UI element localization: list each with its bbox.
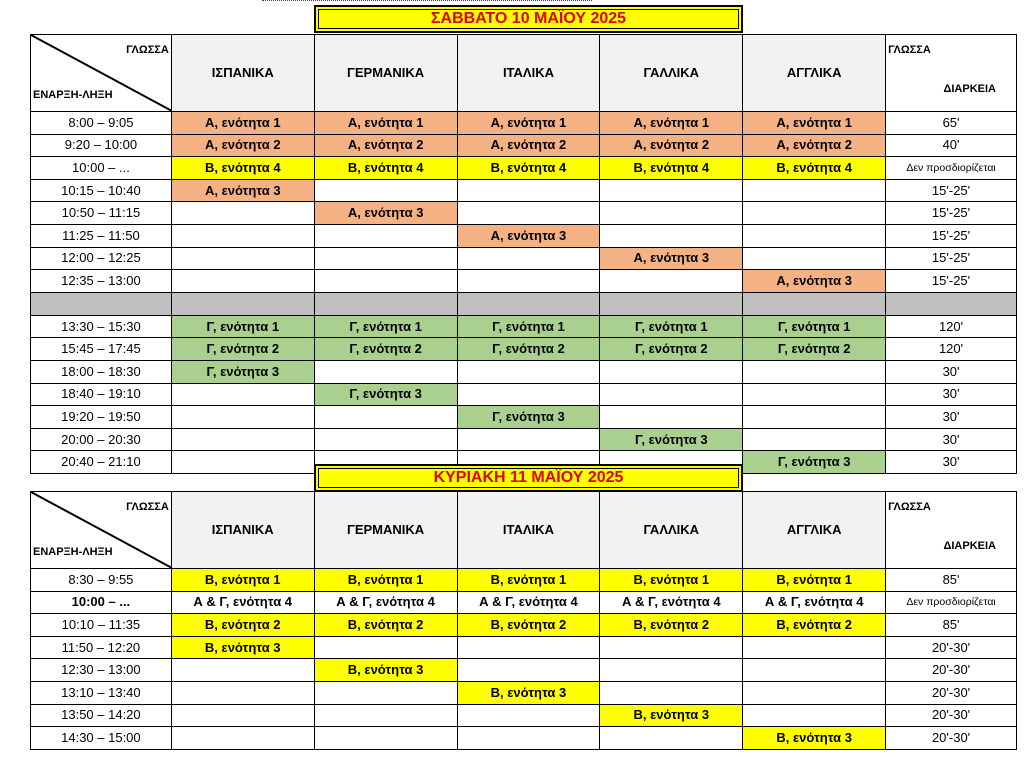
session-cell: Β, ενότητα 4 <box>743 157 886 180</box>
empty-cell <box>600 179 743 202</box>
duration-cell: 20'-30' <box>886 704 1017 727</box>
empty-cell <box>743 360 886 383</box>
language-header: ΙΣΠΑΝΙΚΑ <box>171 35 314 112</box>
language-header: ΙΤΑΛΙΚΑ <box>457 35 600 112</box>
corner-language-label: ΓΛΩΣΣΑ <box>126 44 169 56</box>
session-cell: Β, ενότητα 4 <box>171 157 314 180</box>
duration-cell: 15'-25' <box>886 247 1017 270</box>
session-cell: Β, ενότητα 1 <box>743 569 886 592</box>
session-cell: Α, ενότητα 3 <box>314 202 457 225</box>
session-cell: Α, ενότητα 2 <box>743 134 886 157</box>
session-cell: Β, ενότητα 2 <box>457 614 600 637</box>
empty-cell <box>457 202 600 225</box>
empty-cell <box>457 247 600 270</box>
empty-cell <box>171 727 314 750</box>
duration-cell: 20'-30' <box>886 727 1017 750</box>
time-slot: 18:00 – 18:30 <box>31 360 172 383</box>
empty-cell <box>743 383 886 406</box>
empty-cell <box>171 704 314 727</box>
session-cell: Γ, ενότητα 3 <box>600 428 743 451</box>
duration-header-language-label: ΓΛΩΣΣΑ <box>888 44 931 56</box>
empty-cell <box>314 406 457 429</box>
session-cell: Β, ενότητα 3 <box>171 636 314 659</box>
duration-cell: 30' <box>886 406 1017 429</box>
duration-cell: 30' <box>886 428 1017 451</box>
session-cell: Γ, ενότητα 3 <box>743 451 886 474</box>
language-header: ΙΣΠΑΝΙΚΑ <box>171 492 314 569</box>
session-cell: Γ, ενότητα 1 <box>743 315 886 338</box>
session-cell: Α, ενότητα 3 <box>171 179 314 202</box>
session-cell: Β, ενότητα 2 <box>600 614 743 637</box>
break-cell <box>457 292 600 315</box>
session-cell: Β, ενότητα 4 <box>600 157 743 180</box>
table-row <box>31 727 1017 750</box>
time-slot: 10:00 – ... <box>31 157 172 180</box>
empty-cell <box>314 704 457 727</box>
empty-cell <box>171 202 314 225</box>
empty-cell <box>171 428 314 451</box>
time-slot: 18:40 – 19:10 <box>31 383 172 406</box>
duration-cell: 20'-30' <box>886 636 1017 659</box>
language-header: ΑΓΓΛΙΚΑ <box>743 35 886 112</box>
session-cell: Α & Γ, ενότητα 4 <box>743 591 886 614</box>
session-cell: Α & Γ, ενότητα 4 <box>314 591 457 614</box>
empty-cell <box>171 383 314 406</box>
language-header: ΓΕΡΜΑΝΙΚΑ <box>314 492 457 569</box>
empty-cell <box>314 224 457 247</box>
break-cell <box>31 292 172 315</box>
session-cell: Α & Γ, ενότητα 4 <box>600 591 743 614</box>
table-row <box>31 428 1017 451</box>
day-title: ΣΑΒΒΑΤΟ 10 ΜΑΪΟΥ 2025 <box>314 5 743 33</box>
session-cell: Β, ενότητα 3 <box>457 681 600 704</box>
table-row <box>31 157 1017 180</box>
time-slot: 15:45 – 17:45 <box>31 338 172 361</box>
empty-cell <box>457 636 600 659</box>
empty-cell <box>171 681 314 704</box>
session-cell: Α, ενότητα 2 <box>457 134 600 157</box>
session-cell: Α, ενότητα 1 <box>171 112 314 135</box>
empty-cell <box>457 659 600 682</box>
session-cell: Β, ενότητα 2 <box>314 614 457 637</box>
header-row <box>31 35 1017 112</box>
time-slot: 19:20 – 19:50 <box>31 406 172 429</box>
duration-cell: 65' <box>886 112 1017 135</box>
empty-cell <box>600 360 743 383</box>
table-row <box>31 270 1017 293</box>
session-cell: Γ, ενότητα 2 <box>457 338 600 361</box>
session-cell: Β, ενότητα 1 <box>600 569 743 592</box>
empty-cell <box>314 727 457 750</box>
session-cell: Β, ενότητα 3 <box>743 727 886 750</box>
empty-cell <box>743 247 886 270</box>
session-cell: Β, ενότητα 3 <box>600 704 743 727</box>
lunch-break-row <box>31 292 1017 315</box>
duration-cell: 15'-25' <box>886 179 1017 202</box>
table-row <box>31 112 1017 135</box>
session-cell: Α & Γ, ενότητα 4 <box>457 591 600 614</box>
empty-cell <box>314 247 457 270</box>
empty-cell <box>600 383 743 406</box>
session-cell: Γ, ενότητα 3 <box>457 406 600 429</box>
time-slot: 14:30 – 15:00 <box>31 727 172 750</box>
duration-cell: 20'-30' <box>886 659 1017 682</box>
table-row <box>31 247 1017 270</box>
duration-cell: 15'-25' <box>886 224 1017 247</box>
empty-cell <box>171 451 314 474</box>
table-row <box>31 224 1017 247</box>
time-slot: 13:10 – 13:40 <box>31 681 172 704</box>
language-header: ΓΑΛΛΙΚΑ <box>600 35 743 112</box>
table-row <box>31 360 1017 383</box>
time-slot: 13:30 – 15:30 <box>31 315 172 338</box>
schedule-table <box>30 491 1017 750</box>
empty-cell <box>457 428 600 451</box>
duration-cell: 85' <box>886 569 1017 592</box>
table-row <box>31 704 1017 727</box>
time-slot: 8:30 – 9:55 <box>31 569 172 592</box>
language-header: ΓΑΛΛΙΚΑ <box>600 492 743 569</box>
session-cell: Α, ενότητα 3 <box>743 270 886 293</box>
duration-cell: 30' <box>886 383 1017 406</box>
schedule-table <box>30 34 1017 474</box>
empty-cell <box>171 659 314 682</box>
corner-time-label: ΕΝΑΡΞΗ-ΛΗΞΗ <box>33 546 113 558</box>
time-slot: 10:10 – 11:35 <box>31 614 172 637</box>
empty-cell <box>743 406 886 429</box>
session-cell: Β, ενότητα 2 <box>743 614 886 637</box>
time-slot: 10:50 – 11:15 <box>31 202 172 225</box>
table-row <box>31 134 1017 157</box>
empty-cell <box>171 247 314 270</box>
duration-cell: 120' <box>886 315 1017 338</box>
session-cell: Α, ενότητα 2 <box>600 134 743 157</box>
empty-cell <box>600 406 743 429</box>
time-slot: 12:35 – 13:00 <box>31 270 172 293</box>
corner-time-label: ΕΝΑΡΞΗ-ΛΗΞΗ <box>33 89 113 101</box>
session-cell: Γ, ενότητα 1 <box>457 315 600 338</box>
time-slot: 20:40 – 21:10 <box>31 451 172 474</box>
table-row <box>31 315 1017 338</box>
session-cell: Γ, ενότητα 2 <box>314 338 457 361</box>
table-row <box>31 338 1017 361</box>
empty-cell <box>171 406 314 429</box>
duration-cell: Δεν προσδιορίζεται <box>886 157 1017 180</box>
empty-cell <box>457 179 600 202</box>
empty-cell <box>743 179 886 202</box>
time-slot: 11:50 – 12:20 <box>31 636 172 659</box>
time-slot: 12:30 – 13:00 <box>31 659 172 682</box>
empty-cell <box>600 681 743 704</box>
duration-cell: 15'-25' <box>886 270 1017 293</box>
empty-cell <box>314 428 457 451</box>
session-cell: Β, ενότητα 1 <box>171 569 314 592</box>
table-row <box>31 659 1017 682</box>
cropped-top-border <box>262 0 592 4</box>
empty-cell <box>600 727 743 750</box>
empty-cell <box>171 270 314 293</box>
header-row <box>31 492 1017 569</box>
break-cell <box>886 292 1017 315</box>
time-slot: 10:15 – 10:40 <box>31 179 172 202</box>
empty-cell <box>743 636 886 659</box>
time-slot: 20:00 – 20:30 <box>31 428 172 451</box>
session-cell: Γ, ενότητα 2 <box>171 338 314 361</box>
table-row <box>31 681 1017 704</box>
empty-cell <box>600 636 743 659</box>
session-cell: Γ, ενότητα 1 <box>600 315 743 338</box>
duration-header <box>886 492 1017 569</box>
time-slot: 11:25 – 11:50 <box>31 224 172 247</box>
table-row <box>31 406 1017 429</box>
table-row <box>31 591 1017 614</box>
session-cell: Α, ενότητα 1 <box>600 112 743 135</box>
session-cell: Α & Γ, ενότητα 4 <box>171 591 314 614</box>
corner-header <box>31 35 172 112</box>
table-row <box>31 614 1017 637</box>
session-cell: Α, ενότητα 1 <box>314 112 457 135</box>
session-cell: Β, ενότητα 4 <box>314 157 457 180</box>
session-cell: Γ, ενότητα 3 <box>314 383 457 406</box>
session-cell: Γ, ενότητα 1 <box>171 315 314 338</box>
table-row <box>31 202 1017 225</box>
empty-cell <box>314 360 457 383</box>
break-cell <box>171 292 314 315</box>
duration-cell: 85' <box>886 614 1017 637</box>
table-row <box>31 569 1017 592</box>
time-slot: 12:00 – 12:25 <box>31 247 172 270</box>
empty-cell <box>600 202 743 225</box>
session-cell: Α, ενότητα 2 <box>314 134 457 157</box>
session-cell: Γ, ενότητα 2 <box>600 338 743 361</box>
language-header: ΑΓΓΛΙΚΑ <box>743 492 886 569</box>
empty-cell <box>457 360 600 383</box>
corner-language-label: ΓΛΩΣΣΑ <box>126 501 169 513</box>
session-cell: Β, ενότητα 2 <box>171 614 314 637</box>
empty-cell <box>171 224 314 247</box>
empty-cell <box>314 179 457 202</box>
empty-cell <box>600 659 743 682</box>
empty-cell <box>743 659 886 682</box>
table-row <box>31 636 1017 659</box>
day-title: ΚΥΡΙΑΚΗ 11 ΜΑΪΟΥ 2025 <box>314 464 743 492</box>
empty-cell <box>457 383 600 406</box>
break-cell <box>314 292 457 315</box>
break-cell <box>600 292 743 315</box>
empty-cell <box>457 704 600 727</box>
session-cell: Β, ενότητα 3 <box>314 659 457 682</box>
session-cell: Α, ενότητα 1 <box>743 112 886 135</box>
duration-cell: 40' <box>886 134 1017 157</box>
time-slot: 10:00 – ... <box>31 591 172 614</box>
duration-header <box>886 35 1017 112</box>
empty-cell <box>600 270 743 293</box>
duration-cell: 120' <box>886 338 1017 361</box>
empty-cell <box>600 224 743 247</box>
session-cell: Γ, ενότητα 3 <box>171 360 314 383</box>
empty-cell <box>743 428 886 451</box>
empty-cell <box>743 704 886 727</box>
language-header: ΙΤΑΛΙΚΑ <box>457 492 600 569</box>
duration-cell: 20'-30' <box>886 681 1017 704</box>
table-row <box>31 383 1017 406</box>
empty-cell <box>314 270 457 293</box>
duration-header-label: ΔΙΑΡΚΕΙΑ <box>943 83 996 95</box>
empty-cell <box>457 270 600 293</box>
corner-header <box>31 492 172 569</box>
empty-cell <box>743 224 886 247</box>
time-slot: 13:50 – 14:20 <box>31 704 172 727</box>
session-cell: Α, ενότητα 1 <box>457 112 600 135</box>
session-cell: Γ, ενότητα 2 <box>743 338 886 361</box>
duration-header-label: ΔΙΑΡΚΕΙΑ <box>943 540 996 552</box>
break-cell <box>743 292 886 315</box>
session-cell: Γ, ενότητα 1 <box>314 315 457 338</box>
empty-cell <box>743 202 886 225</box>
time-slot: 8:00 – 9:05 <box>31 112 172 135</box>
session-cell: Α, ενότητα 2 <box>171 134 314 157</box>
empty-cell <box>743 681 886 704</box>
duration-cell: 30' <box>886 360 1017 383</box>
session-cell: Β, ενότητα 1 <box>314 569 457 592</box>
duration-header-language-label: ΓΛΩΣΣΑ <box>888 501 931 513</box>
session-cell: Β, ενότητα 1 <box>457 569 600 592</box>
time-slot: 9:20 – 10:00 <box>31 134 172 157</box>
session-cell: Α, ενότητα 3 <box>600 247 743 270</box>
empty-cell <box>314 681 457 704</box>
empty-cell <box>314 636 457 659</box>
session-cell: Β, ενότητα 4 <box>457 157 600 180</box>
duration-cell: 15'-25' <box>886 202 1017 225</box>
duration-cell: 30' <box>886 451 1017 474</box>
language-header: ΓΕΡΜΑΝΙΚΑ <box>314 35 457 112</box>
empty-cell <box>457 727 600 750</box>
duration-cell: Δεν προσδιορίζεται <box>886 591 1017 614</box>
table-row <box>31 179 1017 202</box>
session-cell: Α, ενότητα 3 <box>457 224 600 247</box>
